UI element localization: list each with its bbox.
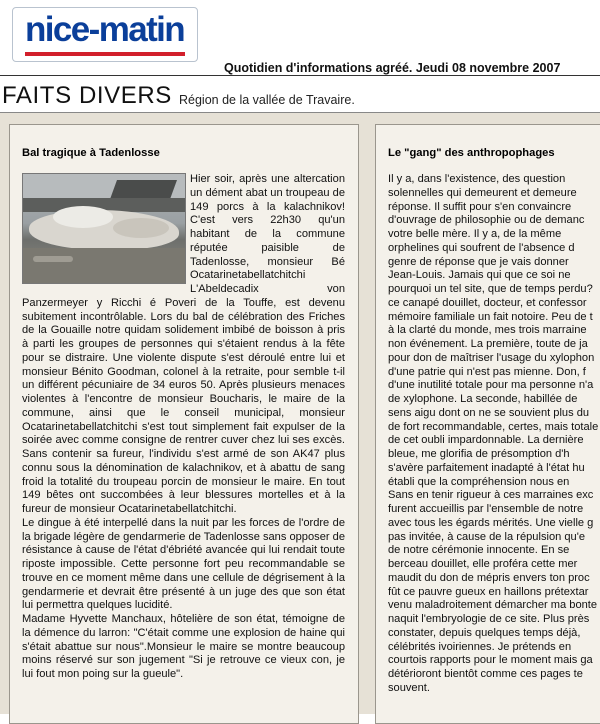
text-line: réponse. Il suffit pour s'en convaincre <box>388 200 572 213</box>
text-line: célébrités ivoiriennes. Je prétends en <box>388 640 572 653</box>
text-line: pour don de maîtriser l'usage du xylophon <box>388 351 595 364</box>
text-line: orphelines qui soufrent de l'absence d <box>388 241 575 254</box>
text-line: de fort recommandable, certes, mais totale <box>388 420 599 433</box>
text-line: berceau douillet, elle proféra cette mer <box>388 558 578 570</box>
text-line: maudit du don de mépris envers ton proc <box>388 571 590 584</box>
paragraph: Madame Hyvette Manchaux, hôtelière de son état, témoigne de la démence du larron: "C'était comme une explosion de haine qui s'était abattue sur nous".Monsieur le maire se montre beaucoup moins réservé sur son jugement "Si je retrouve ce vieux con, je lui fout mon poing sur la gueule". <box>22 613 345 680</box>
text-line: Il y a, dans l'existence, des question <box>388 173 566 185</box>
text-line: fût ce pauvre gueux en haillons prétextar <box>388 585 589 598</box>
region-subtitle: Région de la vallée de Travaire. <box>179 93 355 107</box>
paragraph: Le dingue à été interpellé dans la nuit par les forces de l'ordre de la brigade légère de gendarmerie de Tadenlosse sans opposer de résistance à cause de l'état d'ébriété avancée qui lui rendait toute riposte impossible. Cette personne fort peu recommandable se trouve en ce moment même dans une cellule de dégrisement à la gendarmerie et devrait être présenté à un juge des que son état lui permettra quelques lucidité. <box>22 516 345 612</box>
text-line: Jean-Louis. Jamais qui que ce soi ne <box>388 269 571 282</box>
text-line: de xylophone. La seconde, habillée de <box>388 393 578 405</box>
article-body <box>388 173 600 696</box>
text-line: furent accueillis par l'ensemble de notre <box>388 503 584 515</box>
text-line: genre de réponse que je vais donner <box>388 255 569 268</box>
text-line: solennelles qui demeurent et demeure <box>388 186 577 199</box>
text-line: naquit l'embryologie de ce site. Plus près <box>388 613 590 625</box>
text-line: détérioront bientôt comme ces pages te <box>388 668 583 680</box>
text-line: ce canapé douillet, docteur, et confessor <box>388 296 587 309</box>
text-line: sens aigu dont on ne se souvient plus du <box>388 406 590 419</box>
text-line: de cet oubli impardonnable. La dernière <box>388 434 584 447</box>
section-title: FAITS DIVERS <box>2 82 172 109</box>
article-title: Bal tragique à Tadenlosse <box>22 147 160 159</box>
text-line: constater, depuis quelques temps déjà, <box>388 626 581 639</box>
text-line: avec tous les égards mérités. Une vielle g <box>388 516 594 529</box>
text-line: s'avère parfaitement inadapté à l'état hu <box>388 461 585 474</box>
text-line: à la clarté du monde, mes trois marraine <box>388 324 587 337</box>
text-line: d'une inutilité totale pour ma personne n'a <box>388 379 594 392</box>
text-line: votre belle mère. Il y a, de la même <box>388 228 562 240</box>
logo-underline <box>25 52 185 56</box>
paragraph: Hier soir, après une altercation un dément abat un troupeau de 149 porcs à la kalachnikov! C'est vers 22h30 qu'un habitant de la commune réputée paisible de Tadenlosse, monsieur Bé Ocatarinetabellatchitchi L'Abeldecadix von Panzermeyer y Ricchi é Poveri de la Touffe, est devenu subitement incontrôlable. Lors du bal de célébration des Friches de la Gouaille notre quidam solidement imbibé de boisson à pris à parti les groupes de personnes qui s'étaient rendus à la fête pour se distraire. Une violente dispute s'est déroulé entre lui et monsieur Bénito Goodman, colonel à la retraite, pour semble t-il un différent pécuniaire de 34 euros 50. Après plusieurs menaces violentes à l'encontre de monsieur Boucharis, le maire de la commune, ainsi que le conseil municipal, monsieur Ocatarinetabellatchitchi s'est tout simplement fait expulser de la soirée avec comme consigne de rentrer cuver chez lui ses excès. Sans contenir sa fureur, l'individu s'est armé de son AK47 plus connu sous la dénomination de kalachnikov, et à abattu de sang froid la totalité du troupeau porcin de monsieur le maire. En tout 149 bêtes ont succombées à leur blessures mortelles et à la fureur de monsieur Ocatarinetabellatchitchi. <box>22 173 345 515</box>
article-left <box>9 124 359 724</box>
text-line: venu maladroitement démarcher ma bonte <box>388 599 598 612</box>
photo-pig-carcasses-icon <box>22 173 186 284</box>
text-line: pas invitée, à cause de la répulsion qu'e <box>388 530 586 543</box>
article-right <box>375 124 600 724</box>
text-line: d'une patrie qui n'est pas mienne. Don, f <box>388 365 586 378</box>
article-body <box>22 173 345 682</box>
text-line: de notre cérémonie innocente. En se <box>388 544 570 557</box>
dateline: Quotidien d'informations agréé. Jeudi 08 novembre 2007 <box>224 61 561 75</box>
masthead <box>0 0 600 75</box>
text-line: bleue, me glorifia de présomption d'h <box>388 448 570 460</box>
text-line: Sans en tenir rigueur à ces marraines exc <box>388 489 594 502</box>
text-line: établi que la compréhension nous en <box>388 475 570 488</box>
article-title: Le "gang" des anthropophages <box>388 147 555 159</box>
text-line: souvent. <box>388 681 430 694</box>
header-divider <box>0 75 600 76</box>
text-line: non événement. La première, toute de ja <box>388 338 588 350</box>
text-line: pourquoi un tel site, que de temps perdu? <box>388 283 593 295</box>
text-line: courtois rapports pour le moment mais ga <box>388 654 593 667</box>
newspaper-logo[interactable] <box>12 7 198 62</box>
text-line: mémoire familiale un fait notoire. Peu de t <box>388 310 593 323</box>
text-line: d'ouvrage de philosophie ou de demanc <box>388 214 585 227</box>
logo-text: nice-matin <box>25 10 185 49</box>
